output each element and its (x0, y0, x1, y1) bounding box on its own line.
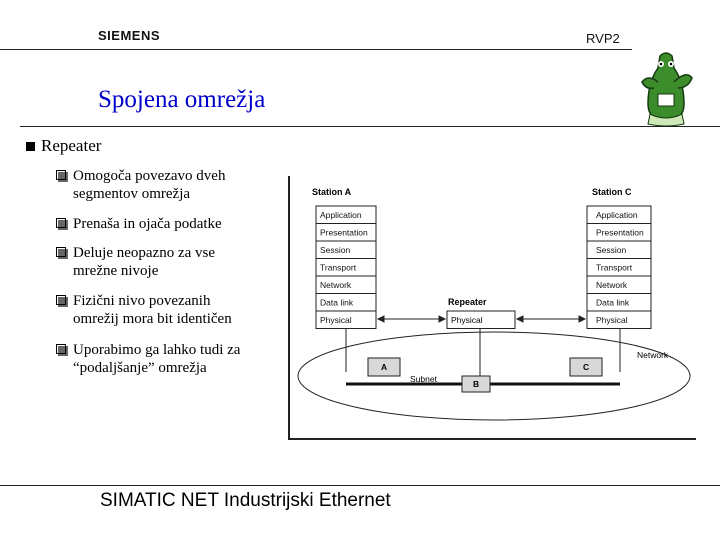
bullet-repeater-text: Repeater (41, 136, 102, 155)
station-a-layer: Data link (320, 297, 354, 308)
station-c-layer: Physical (596, 315, 628, 325)
square-bullet-icon (26, 142, 35, 151)
sub-bullet (56, 292, 232, 328)
title-divider (20, 126, 720, 127)
node-b-label: B (473, 379, 480, 389)
node-a-label: A (381, 362, 388, 372)
bottle-mascot-icon (636, 48, 696, 128)
station-a-layer: Transport (320, 262, 357, 273)
sub-bullet-line: Uporabimo ga lahko tudi za (73, 342, 241, 358)
sub-bullet-line: omrežij mora bit identičen (73, 311, 232, 327)
header-divider (0, 49, 632, 50)
station-c-layer: Application (596, 210, 638, 220)
station-c-layer: Data link (596, 297, 630, 308)
sub-bullet-line: segmentov omrežja (73, 186, 191, 202)
sub-bullet (56, 167, 225, 203)
sub-bullet-line: Fizični nivo povezanih (73, 293, 211, 309)
sub-bullet-line: mrežne nivoje (73, 263, 159, 279)
station-a-layer: Session (320, 245, 351, 255)
page-title: Spojena omrežja (98, 86, 266, 113)
checkbox-bullet-icon (56, 170, 66, 180)
checkbox-bullet-icon (56, 218, 66, 228)
network-label: Network (637, 350, 669, 360)
sub-bullet-line: Omogoča povezavo dveh (73, 168, 226, 184)
subnet-label: Subnet (410, 374, 437, 384)
node-c-label: C (583, 362, 590, 372)
station-c-label: Station C (592, 187, 632, 197)
station-c-layer: Transport (596, 262, 633, 273)
station-a-label: Station A (312, 187, 352, 197)
sub-bullet (56, 341, 240, 377)
station-a-layer: Presentation (320, 227, 368, 238)
network-ellipse (298, 332, 690, 420)
checkbox-bullet-icon (56, 247, 66, 257)
station-c-layer: Session (596, 245, 627, 255)
sub-bullet-line: Deluje neopazno za vse (73, 245, 216, 261)
slide-code: RVP2 (586, 31, 620, 46)
sub-bullet-line: “podaljšanje” omrežja (73, 360, 207, 376)
checkbox-bullet-icon (56, 295, 66, 305)
repeater-diagram (288, 176, 696, 440)
footer-text: SIMATIC NET Industrijski Ethernet (100, 490, 391, 511)
sub-bullet (56, 244, 215, 280)
station-c-layer: Presentation (596, 227, 644, 238)
checkbox-bullet-icon (56, 344, 66, 354)
sub-bullet (56, 215, 222, 233)
bullet-repeater (26, 136, 101, 156)
repeater-physical-label: Physical (451, 315, 483, 325)
station-a-layer: Network (320, 280, 352, 290)
sub-bullet-line: Prenaša in ojača podatke (73, 216, 222, 232)
siemens-logo: SIEMENS (98, 28, 161, 43)
station-c-layer: Network (596, 280, 628, 290)
repeater-label: Repeater (448, 297, 487, 307)
station-a-layer: Physical (320, 315, 352, 325)
station-a-layer: Application (320, 210, 362, 220)
footer-divider (0, 485, 720, 486)
